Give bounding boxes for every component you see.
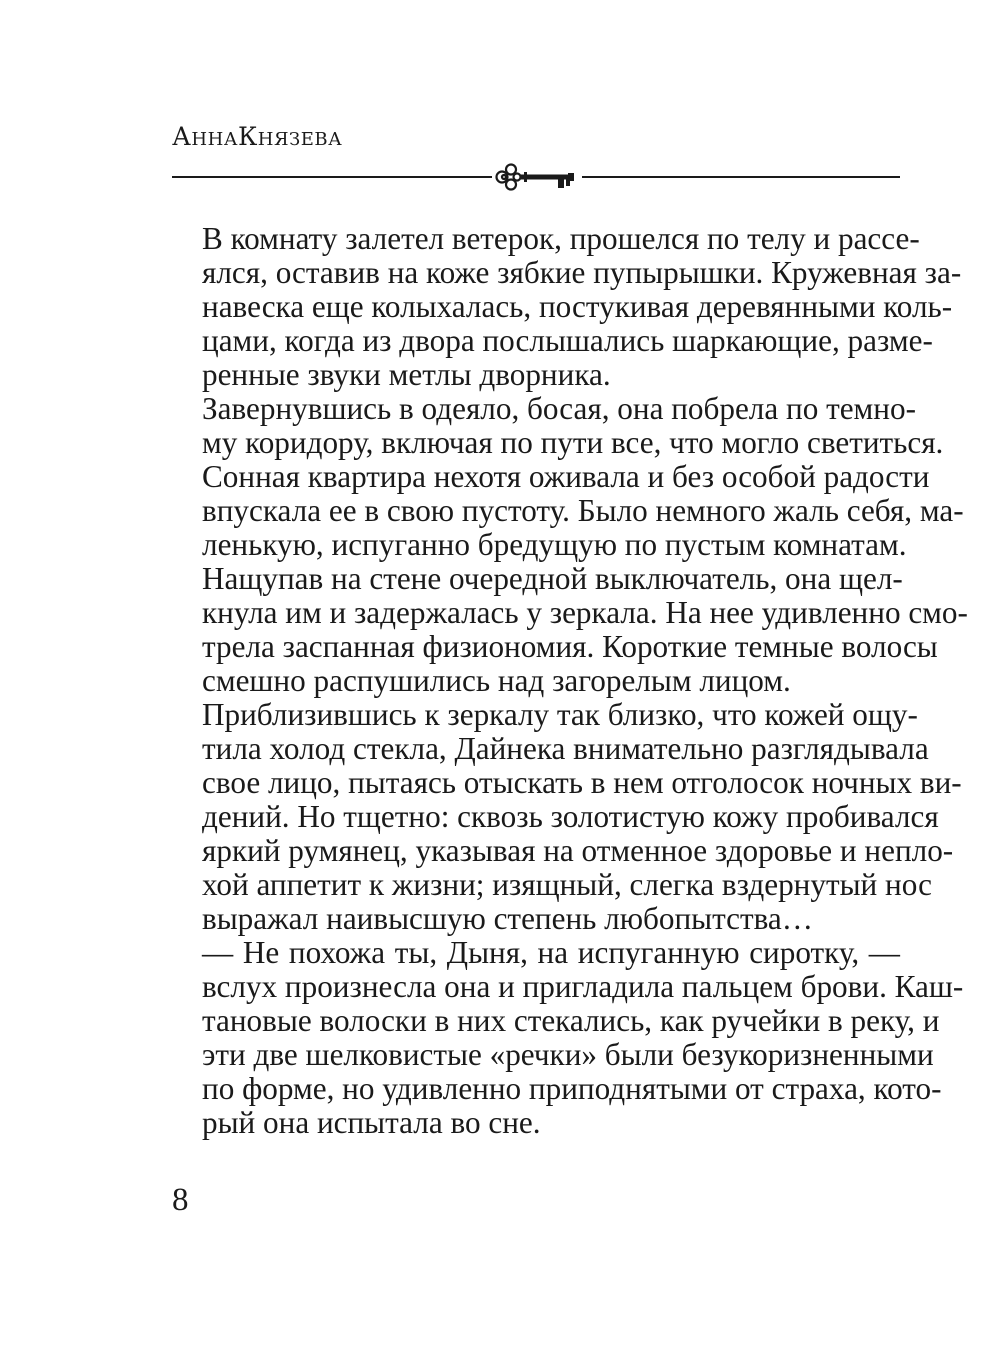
text-line: тановые волоски в них стекались, как ручейки в реку, и <box>202 1003 940 1038</box>
text-line: цами, когда из двора послышались шаркающие, разме- <box>202 323 933 358</box>
text-line: эти две шелковистые «речки» были безукоризненными <box>202 1037 934 1072</box>
text-line: впускала ее в свою пустоту. Было немного жаль себя, ма- <box>202 493 964 528</box>
text-line: — Не похожа ты, Дыня, на испуганную сиротку, — <box>202 935 900 970</box>
text-line: трела заспанная физиономия. Короткие темные волосы <box>202 629 938 664</box>
paragraph <box>172 391 964 562</box>
text-line: кнула им и задержалась у зеркала. На нее удивленно смо- <box>202 595 968 630</box>
text-line: Приблизившись к зеркалу так близко, что кожей ощу- <box>202 697 918 732</box>
text-line: смешно распушились над загорелым лицом. <box>202 663 791 698</box>
text-line: му коридору, включая по пути все, что могло светиться. <box>202 425 944 460</box>
text-line: дений. Но тщетно: сквозь золотистую кожу пробивался <box>202 799 939 834</box>
running-head-author: АннаКнязева <box>172 122 343 151</box>
text-line: рый она испытала во сне. <box>202 1105 541 1140</box>
paragraph <box>172 697 962 936</box>
text-line: Нащупав на стене очередной выключатель, она щел- <box>202 561 903 596</box>
text-line: тила холод стекла, Дайнека внимательно разглядывала <box>202 731 929 766</box>
text-line: ленькую, испуганно бредущую по пустым комнатам. <box>202 527 907 562</box>
text-line: вслух произнесла она и пригладила пальцем брови. Каш- <box>202 969 964 1004</box>
text-line: Сонная квартира нехотя оживала и без особой радости <box>202 459 930 494</box>
paragraph <box>172 221 962 392</box>
body-text <box>172 221 968 1140</box>
text-line: Завернувшись в одеяло, босая, она побрела по темно- <box>202 391 916 426</box>
text-line: выражал наивысшую степень любопытства… <box>202 901 813 936</box>
page-number: 8 <box>172 1182 189 1218</box>
text-line: по форме, но удивленно приподнятыми от страха, кото- <box>202 1071 942 1106</box>
key-ornament-icon <box>492 160 582 194</box>
paragraph <box>172 935 964 1140</box>
text-line: В комнату залетел ветерок, прошелся по телу и рассе- <box>202 221 920 256</box>
text-line: яркий румянец, указывая на отменное здоровье и непло- <box>202 833 954 868</box>
text-line: свое лицо, пытаясь отыскать в нем отголосок ночных ви- <box>202 765 962 800</box>
text-line: хой аппетит к жизни; изящный, слегка вздернутый нос <box>202 867 932 902</box>
text-line: навеска еще колыхалась, постукивая деревянными коль- <box>202 289 953 324</box>
text-line: ренные звуки метлы дворника. <box>202 357 611 392</box>
text-line: ялся, оставив на коже зябкие пупырышки. Кружевная за- <box>202 255 962 290</box>
paragraph <box>172 561 968 698</box>
